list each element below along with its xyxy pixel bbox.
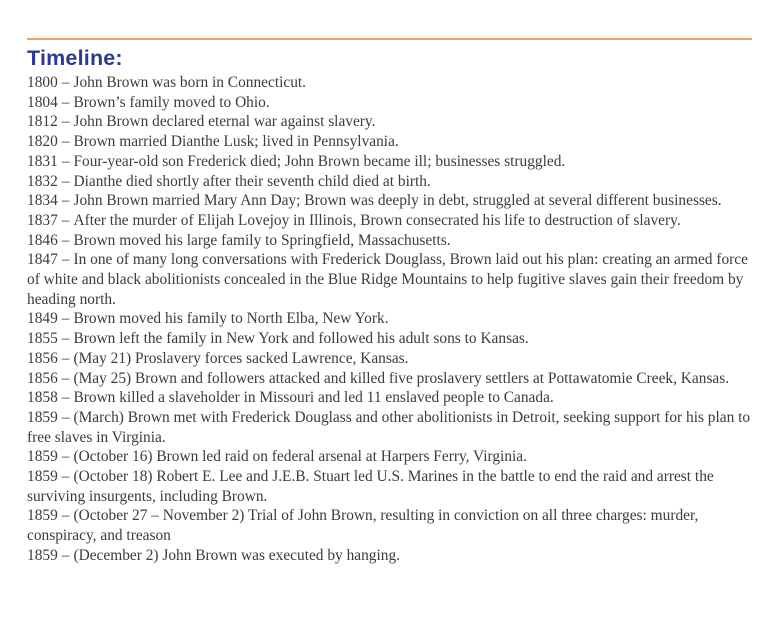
entry-year: 1820 <box>27 133 58 151</box>
entry-year: 1812 <box>27 113 58 131</box>
entry-year: 1859 <box>27 408 58 426</box>
entry-text: Brown left the family in New York and followed his adult sons to Kansas. <box>73 330 529 348</box>
timeline-entry <box>27 172 754 192</box>
entry-separator: – <box>61 330 70 348</box>
timeline-entry <box>27 211 754 231</box>
timeline-entry <box>27 93 754 113</box>
entry-year: 1832 <box>27 172 58 190</box>
entry-text: (December 2) John Brown was executed by hanging. <box>73 546 401 564</box>
timeline-entries <box>27 73 754 566</box>
timeline-entry <box>27 191 754 211</box>
entry-separator: – <box>61 93 70 111</box>
entry-text: (October 27 – November 2) Trial of John Brown, resulting in conviction on all three charges: murder, conspiracy, and treason <box>27 507 699 545</box>
entry-separator: – <box>61 192 70 210</box>
timeline-entry <box>27 250 754 309</box>
timeline-entry <box>27 329 754 349</box>
entry-year: 1834 <box>27 192 58 210</box>
entry-separator: – <box>61 369 70 387</box>
entry-separator: – <box>61 211 70 229</box>
entry-year: 1859 <box>27 546 58 564</box>
timeline-entry <box>27 152 754 172</box>
entry-year: 1859 <box>27 507 58 525</box>
entry-text: Brown married Dianthe Lusk; lived in Pennsylvania. <box>73 133 399 151</box>
timeline-heading: Timeline: <box>27 46 123 70</box>
entry-year: 1804 <box>27 93 58 111</box>
entry-text: Dianthe died shortly after their seventh child died at birth. <box>73 172 431 190</box>
entry-year: 1846 <box>27 231 58 249</box>
entry-text: John Brown was born in Connecticut. <box>73 74 307 91</box>
entry-separator: – <box>61 133 70 151</box>
entry-text: John Brown declared eternal war against slavery. <box>73 113 376 131</box>
entry-separator: – <box>61 231 70 249</box>
timeline-entry <box>27 309 754 329</box>
entry-year: 1856 <box>27 349 58 367</box>
entry-year: 1831 <box>27 152 58 170</box>
entry-separator: – <box>61 448 70 466</box>
entry-text: Brown moved his large family to Springfield, Massachusetts. <box>73 231 451 249</box>
timeline-entry <box>27 73 754 93</box>
entry-text: (May 21) Proslavery forces sacked Lawrence, Kansas. <box>73 349 409 367</box>
entry-text: (October 16) Brown led raid on federal arsenal at Harpers Ferry, Virginia. <box>73 448 527 466</box>
entry-separator: – <box>61 172 70 190</box>
timeline-entry <box>27 349 754 369</box>
entry-separator: – <box>61 546 70 564</box>
top-divider-rule <box>27 38 752 40</box>
entry-year: 1855 <box>27 330 58 348</box>
entry-text: (October 18) Robert E. Lee and J.E.B. Stuart led U.S. Marines in the battle to end the raid and arrest the surviving insurgents, including Brown. <box>27 468 714 505</box>
entry-text: (March) Brown met with Frederick Douglass and other abolitionists in Detroit, seeking support for his plan to free slaves in Virginia. <box>27 408 751 446</box>
entry-text: After the murder of Elijah Lovejoy in Illinois, Brown consecrated his life to destruction of slavery. <box>73 211 681 229</box>
entry-separator: – <box>61 389 70 407</box>
entry-text: In one of many long conversations with Frederick Douglass, Brown laid out his plan: creating an armed force of white and black abolitionists concealed in the Blue Ridge Mountains to help fugitive slaves gain their freedom by heading north. <box>27 251 748 308</box>
timeline-entry <box>27 506 754 545</box>
timeline-entry <box>27 388 754 408</box>
entry-separator: – <box>61 113 70 131</box>
entry-separator: – <box>61 152 70 170</box>
entry-year: 1859 <box>27 468 58 486</box>
entry-text: (May 25) Brown and followers attacked and killed five proslavery settlers at Pottawatomie Creek, Kansas. <box>73 369 730 387</box>
entry-text: Brown killed a slaveholder in Missouri and led 11 enslaved people to Canada. <box>73 389 554 407</box>
entry-text: Four-year-old son Frederick died; John Brown became ill; businesses struggled. <box>73 152 566 170</box>
entry-text: Brown moved his family to North Elba, New York. <box>73 310 389 328</box>
timeline-entry <box>27 369 754 389</box>
entry-separator: – <box>61 251 70 269</box>
entry-year: 1856 <box>27 369 58 387</box>
entry-year: 1859 <box>27 448 58 466</box>
entry-separator: – <box>61 74 70 91</box>
timeline-entry <box>27 408 754 447</box>
entry-separator: – <box>61 310 70 328</box>
entry-separator: – <box>61 468 70 486</box>
entry-year: 1849 <box>27 310 58 328</box>
entry-text: John Brown married Mary Ann Day; Brown was deeply in debt, struggled at several different businesses. <box>73 192 722 210</box>
entry-year: 1800 <box>27 74 58 91</box>
timeline-entry <box>27 112 754 132</box>
timeline-entry <box>27 132 754 152</box>
timeline-entry <box>27 546 754 566</box>
timeline-entry <box>27 447 754 467</box>
entry-year: 1837 <box>27 211 58 229</box>
entry-separator: – <box>61 408 70 426</box>
timeline-entry <box>27 467 754 506</box>
timeline-entry <box>27 231 754 251</box>
entry-year: 1858 <box>27 389 58 407</box>
entry-text: Brown’s family moved to Ohio. <box>73 93 270 111</box>
entry-year: 1847 <box>27 251 58 269</box>
entry-separator: – <box>61 349 70 367</box>
entry-separator: – <box>61 507 70 525</box>
